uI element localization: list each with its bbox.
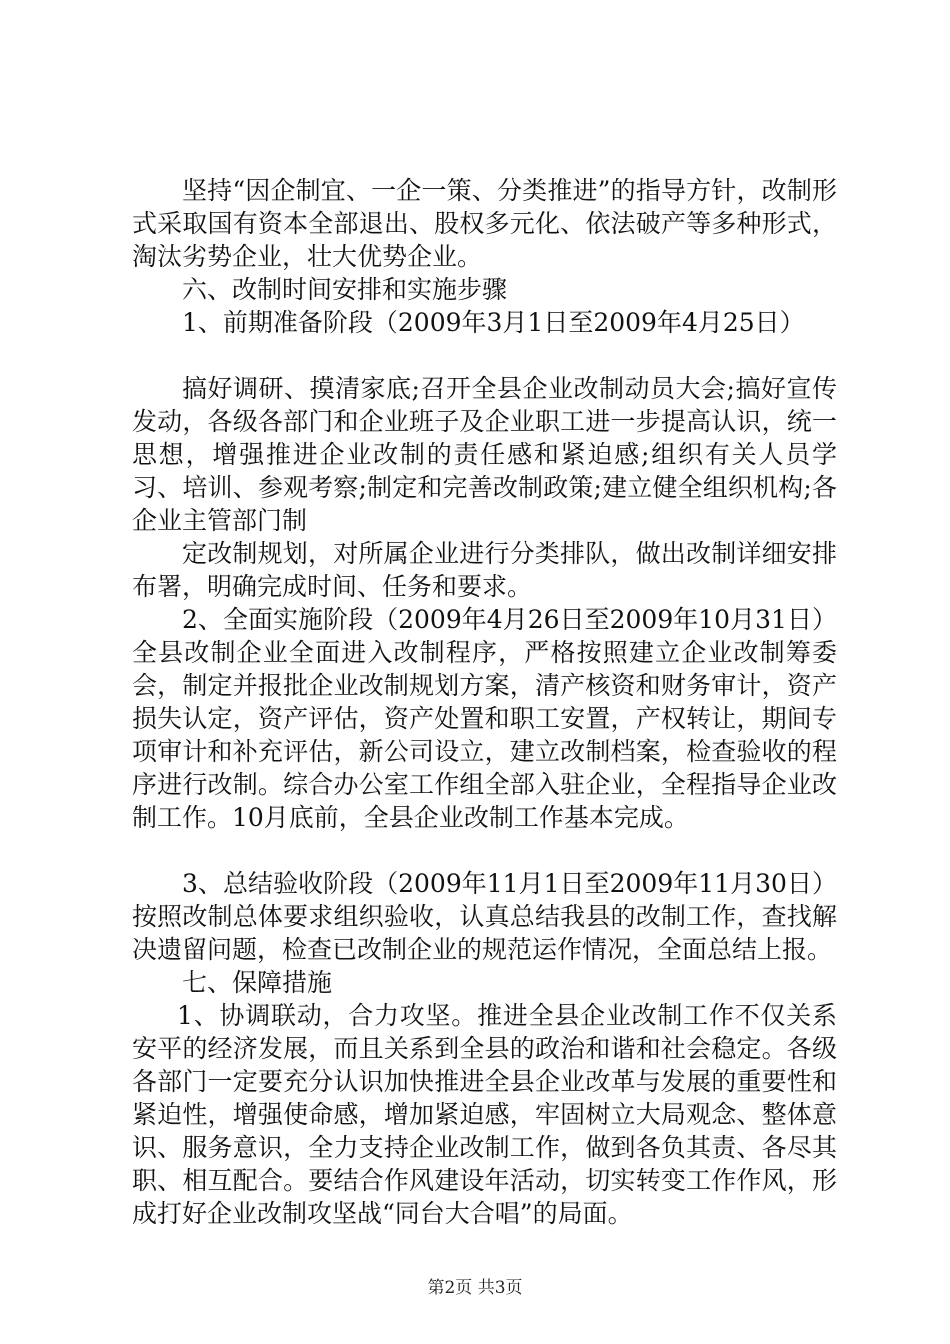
page-footer: 第2页 共3页 (427, 1278, 523, 1298)
paragraph-implementation-stage: 2、全面实施阶段（2009年4月26日至2009年10月31日）全县改制企业全面进入改制程序，严格按照建立企业改制筹委会，制定并报批企业改制规划方案，清产核资和财务审计，资产损失认定，资产评估，资产处置和职工安置，产权转让，期间专项审计和补充评估，新公司设立，建立改制档案，检查验收的程序进行改制。综合办公室工作组全部入驻企业，全程指导企业改制工作。10月底前，全县企业改制工作基本完成。 (132, 605, 837, 832)
section-heading-safeguards: 七、保障措施 (182, 968, 333, 997)
section-heading-schedule: 六、改制时间安排和实施步骤 (182, 275, 508, 304)
step-heading-preparation: 1、前期准备阶段（2009年3月1日至2009年4月25日） (182, 308, 805, 337)
paragraph-preparation-details: 搞好调研、摸清家底;召开全县企业改制动员大会;搞好宣传发动，各级各部门和企业班子及企业职工进一步提高认识，统一思想，增强推进企业改制的责任感和紧迫感;组织有关人员学习、培训、参观考察;制定和完善改制政策;建立健全组织机构;各企业主管部门制 (132, 374, 837, 535)
paragraph-reform-policy: 坚持“因企制宜、一企一策、分类推进”的指导方针，改制形式采取国有资本全部退出、股权多元化、依法破产等多种形式，淘汰劣势企业，壮大优势企业。 (132, 176, 837, 271)
paragraph-acceptance-stage: 3、总结验收阶段（2009年11月1日至2009年11月30日）按照改制总体要求组织验收，认真总结我县的改制工作，查找解决遗留问题，检查已改制企业的规范运作情况，全面总结上报。 (132, 869, 837, 964)
paragraph-preparation-continued: 定改制规划，对所属企业进行分类排队，做出改制详细安排布署，明确完成时间、任务和要求。 (132, 539, 837, 601)
paragraph-coordination: 1、协调联动，合力攻坚。推进全县企业改制工作不仅关系安平的经济发展，而且关系到全县的政治和谐和社会稳定。各级各部门一定要充分认识加快推进全县企业改革与发展的重要性和紧迫性，增强使命感，增加紧迫感，牢固树立大局观念、整体意识、服务意识，全力支持企业改制工作，做到各负其责、各尽其职、相互配合。要结合作风建设年活动，切实转变工作作风，形成打好企业改制攻坚战“同台大合唱”的局面。 (132, 1001, 837, 1228)
document-body (132, 174, 837, 1230)
spacer (132, 834, 837, 867)
spacer (132, 339, 837, 372)
